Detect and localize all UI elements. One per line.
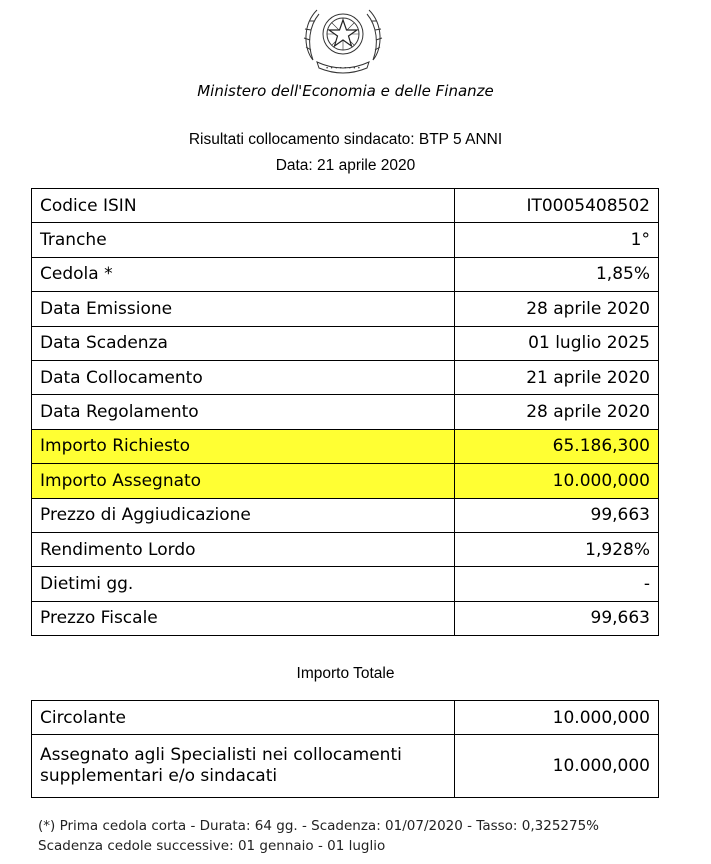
row-label: Assegnato agli Specialisti nei collocamenti supplementari e/o sindacati bbox=[32, 735, 455, 798]
row-value: 28 aprile 2020 bbox=[455, 292, 659, 326]
table-row bbox=[32, 567, 659, 601]
page-date: Data: 21 aprile 2020 bbox=[275, 157, 416, 174]
table-row bbox=[32, 532, 659, 566]
row-label: Circolante bbox=[32, 701, 455, 735]
section-title: Importo Totale bbox=[296, 665, 395, 682]
row-value: 21 aprile 2020 bbox=[455, 360, 659, 394]
table-row bbox=[32, 223, 659, 257]
row-value: 1,928% bbox=[455, 532, 659, 566]
row-label: Importo Richiesto bbox=[32, 429, 455, 463]
row-label: Data Emissione bbox=[32, 292, 455, 326]
row-value: 10.000,000 bbox=[455, 464, 659, 498]
table-row bbox=[32, 326, 659, 360]
page-title: Risultati collocamento sindacato: BTP 5 ANNI bbox=[188, 131, 503, 148]
row-label: Data Regolamento bbox=[32, 395, 455, 429]
row-label: Data Collocamento bbox=[32, 360, 455, 394]
total-table bbox=[31, 700, 658, 798]
table-row bbox=[32, 257, 659, 291]
footnote-line: Scadenza cedole successive: 01 gennaio - 01 luglio bbox=[38, 838, 386, 854]
row-value: 1,85% bbox=[455, 257, 659, 291]
row-label: Rendimento Lordo bbox=[32, 532, 455, 566]
footnote bbox=[38, 816, 678, 856]
row-label: Tranche bbox=[32, 223, 455, 257]
row-value: 65.186,300 bbox=[455, 429, 659, 463]
highlighted-table-row bbox=[32, 464, 659, 498]
row-value: 28 aprile 2020 bbox=[455, 395, 659, 429]
row-value: 10.000,000 bbox=[455, 701, 659, 735]
row-label: Prezzo Fiscale bbox=[32, 601, 455, 635]
row-value: 99,663 bbox=[455, 601, 659, 635]
table-row bbox=[32, 735, 659, 798]
table-row bbox=[32, 360, 659, 394]
row-value: IT0005408502 bbox=[455, 189, 659, 223]
row-label: Prezzo di Aggiudicazione bbox=[32, 498, 455, 532]
footnote-line: (*) Prima cedola corta - Durata: 64 gg. - Scadenza: 01/07/2020 - Tasso: 0,325275% bbox=[38, 818, 600, 834]
row-value: 99,663 bbox=[455, 498, 659, 532]
table-row bbox=[32, 292, 659, 326]
row-label: Dietimi gg. bbox=[32, 567, 455, 601]
svg-text:• • • • • • • •: • • • • • • • • bbox=[325, 65, 361, 72]
highlighted-table-row bbox=[32, 429, 659, 463]
row-label: Data Scadenza bbox=[32, 326, 455, 360]
row-value: - bbox=[455, 567, 659, 601]
row-label: Importo Assegnato bbox=[32, 464, 455, 498]
table-row bbox=[32, 395, 659, 429]
row-label: Codice ISIN bbox=[32, 189, 455, 223]
row-label: Cedola * bbox=[32, 257, 455, 291]
row-value: 01 luglio 2025 bbox=[455, 326, 659, 360]
table-row bbox=[32, 189, 659, 223]
italian-republic-emblem-icon bbox=[299, 0, 387, 78]
table-row bbox=[32, 601, 659, 635]
results-table bbox=[31, 188, 658, 636]
row-value: 10.000,000 bbox=[455, 735, 659, 798]
table-row bbox=[32, 701, 659, 735]
table-row bbox=[32, 498, 659, 532]
ministry-name: Ministero dell'Economia e delle Finanze bbox=[197, 82, 494, 100]
row-value: 1° bbox=[455, 223, 659, 257]
